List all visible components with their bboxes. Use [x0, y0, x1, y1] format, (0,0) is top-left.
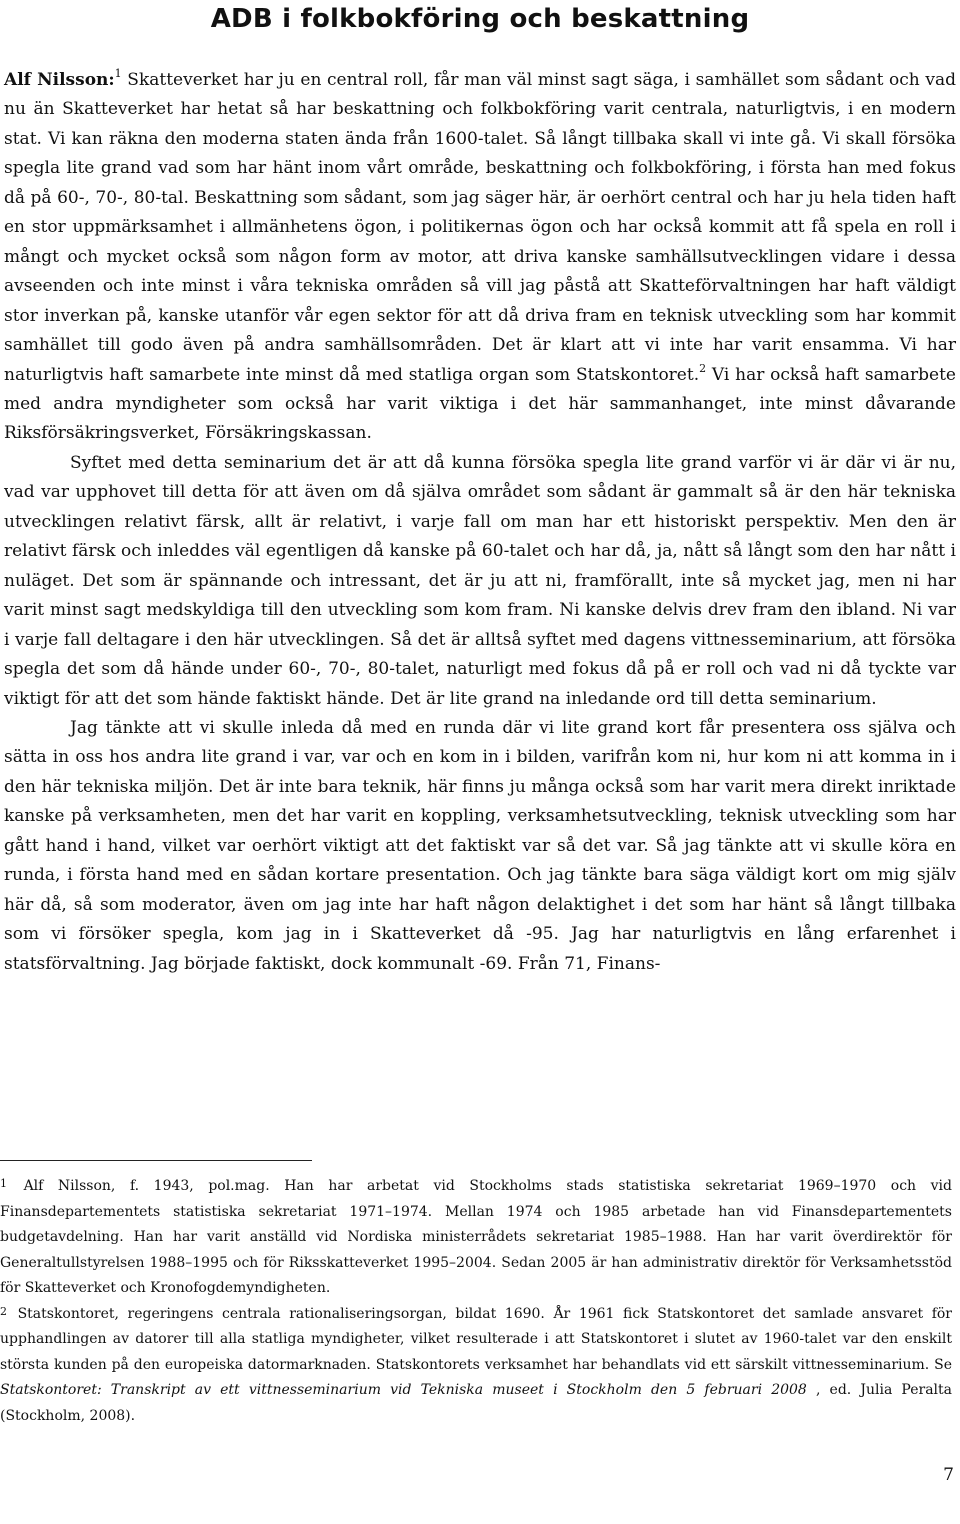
paragraph-1 — [4, 66, 956, 449]
paragraph-2: Syftet med detta seminarium det är att då kunna försöka spegla lite grand varför vi är där vi är nu, vad var upphovet till detta för att även om då själva området som sådant är gammalt så är den här tekniska utvecklingen relativt färsk, allt är relativt, i varje fall om man har ett historiskt perspektiv. Men den är relativt färsk och inleddes väl egentligen då kanske på 60-talet och har då, ja, nått så långt som den har nått i nuläget. Det som är spännande och intressant, det är ju att ni, framförallt, inte så mycket jag, men ni har varit minst sagt medskyldiga till den utveckling som kom fram. Ni kanske delvis drev fram den ibland. Ni var i varje fall deltagare i den här utvecklingen. Så det är alltså syftet med dagens vittnesseminarium, att försöka spegla det som då hände under 60-, 70-, 80-talet, naturligt med fokus då på er roll och vad ni då tyckte var viktigt för att det som hände faktiskt hände. Det är lite grand na inledande ord till detta seminarium. — [4, 452, 956, 709]
footnote-1-text: Alf Nilsson, f. 1943, pol.mag. Han har arbetat vid Stockholms stads statistiska sekretariat 1969–1970 och vid Finansdepartementets statistiska sekretariat 1971–1974. Mellan 1974 och 1985 arbetade han vid Finansdepartementets budgetavdelning. Han har varit anställd vid Nordiska ministerrådets sekretariat 1985–1988. Han har varit överdirektör för Generaltullstyrelsen 1988–1995 och för Riksskatteverket 1995–2004. Sedan 2005 är han administrativ direktör för Verksamhetsstöd för Skatteverket och Kronofogdemyndigheten. — [0, 1178, 952, 1296]
footnote-2-text-a: Statskontoret, regeringens centrala rationaliseringsorgan, bildat 1690. År 1961 fick Statskontoret det samlade ansvaret för upphandlingen av datorer till alla statliga myndigheter, vilket resulterade i att Statskontoret i slutet av 1960-talet var den enskilt största kunden på den europeiska datormarknaden. Statskontorets verksamhet har behandlats vid ett särskilt vittnesseminarium. Se — [0, 1305, 952, 1373]
footnote-2 — [0, 1302, 952, 1430]
footnote-separator — [0, 1160, 312, 1161]
footnote-2-text-b: , ed. Julia Peralta (Stockholm, 2008). — [0, 1382, 952, 1424]
body-text — [4, 66, 956, 979]
paragraph-1-text-a: Skatteverket har ju en central roll, får man väl minst sagt säga, i samhället som sådant och vad nu än Skatteverket har hetat så har beskattning och folkbokföring varit centrala, naturligtvis, i en modern stat. Vi kan räkna den moderna staten ända från 1600-talet. Så långt tillbaka skall vi inte gå. Vi skall försöka spegla lite grand vad som har hänt inom vårt område, beskattning och folkbokföring, i första han med fokus då på 60-, 70-, 80-tal. Beskattning som sådant, som jag säger här, är oerhört central och har ju hela tiden haft en stor uppmärksamhet i allmänhetens ögon, i politikernas ögon och har också kommit att få spela en roll i mångt och mycket också som någon form av motor, att driva kanske samhällsutvecklingen vidare i dessa avseenden och inte minst i våra tekniska områden så vill jag påstå att Skatteförvaltningen har haft väldigt stor inverkan på, kanske utanför vår egen sektor för att då driva fram en teknisk utveckling som har kommit samhället till godo även på andra samhällsområden. Det är klart att vi inte har varit ensamma. Vi har naturligtvis haft samarbete inte minst då med statliga organ som Statskontoret. — [4, 70, 956, 385]
footnote-1 — [0, 1174, 952, 1302]
footnote-1-number: 1 — [0, 1177, 7, 1190]
footnote-ref-2: 2 — [699, 361, 707, 375]
footnote-2-number: 2 — [0, 1304, 7, 1318]
page-title: ADB i folkbokföring och beskattning — [210, 4, 750, 34]
document-page — [4, 0, 956, 979]
footnotes — [0, 1174, 952, 1429]
page-number: 7 — [943, 1465, 954, 1485]
paragraph-3: Jag tänkte att vi skulle inleda då med en runda där vi lite grand kort får presentera oss själva och sätta in oss hos andra lite grand i var, var och en kom in i bilden, varifrån kom ni, hur kom ni att komma in i den här tekniska miljön. Det är inte bara teknik, här finns ju många också som har varit mera direkt inriktade kanske på verksamheten, men det har varit en koppling, verksamhetsutveckling, teknisk utveckling som har gått hand i hand, vilket var oerhört viktigt att det faktiskt var så det var. Så jag tänkte att vi skulle köra en runda, i första hand med en sådan kortare presentation. Och jag tänkte bara säga väldigt kort om mig själv här då, så som moderator, även om jag inte har haft någon delaktighet i det som har hänt så långt tillbaka som vi försöker spegla, kom jag in i Skatteverket då -95. Jag har naturligtvis en lång erfarenhet i statsförvaltning. Jag började faktiskt, dock kommunalt -69. Från 71, Finans- — [4, 717, 956, 974]
speaker-name: Alf Nilsson: — [4, 70, 115, 90]
footnote-ref-1: 1 — [114, 67, 122, 81]
footnote-2-italic-title: Statskontoret: Transkript av ett vittnesseminarium vid Tekniska museet i Stockholm den 5 februari 2008 — [0, 1382, 807, 1398]
paragraph-1-text-b: Vi har också haft samarbete med andra myndigheter som också har varit viktiga i det här sammanhanget, inte minst dåvarande Riksförsäkringsverket, Försäkringskassan. — [4, 364, 956, 444]
